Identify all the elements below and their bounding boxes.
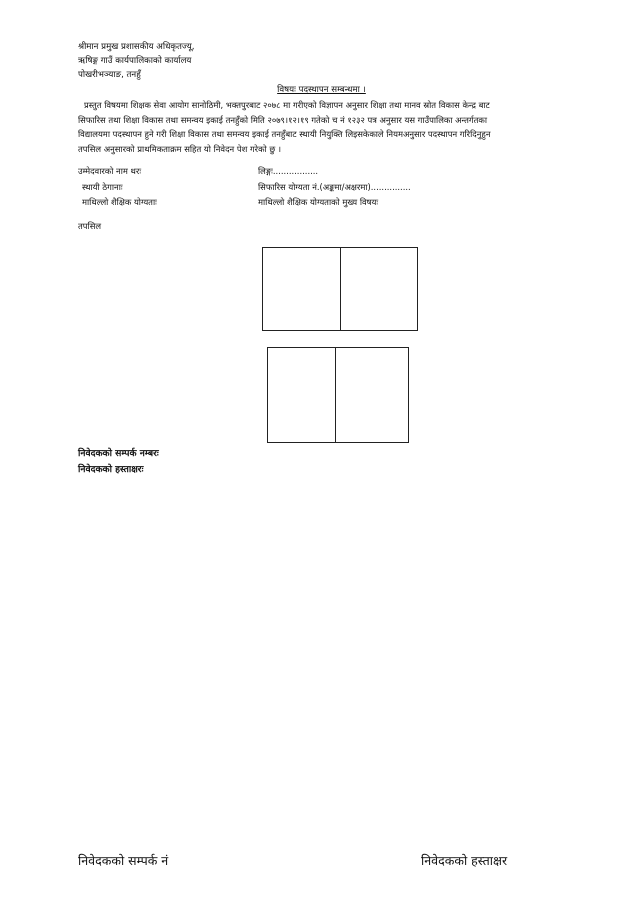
body-line-3: विद्यालयमा पदस्थापन हुने गरी शिक्षा विकास तथा समन्वय इकाई तनहुँबाट स्थायी नियुक्ति लिइसकेकाले नियमअनुसार पदस्थापन गरिदिनुहुन — [78, 129, 491, 139]
location-line: पोखरीभञ्याङ, तनहुँ — [78, 70, 141, 80]
footer-contact-label: निवेदकको सम्पर्क नं — [78, 853, 169, 868]
qualification-subject-field: माथिल्लो शैक्षिक योग्यताको मुख्य विषयः — [258, 197, 379, 207]
footer-signature-label: निवेदकको हस्ताक्षर — [421, 853, 508, 868]
office-line: ऋषिङ्ग गाउँ कार्यपालिकाको कार्यालय — [78, 56, 192, 66]
body-paragraph — [78, 98, 568, 156]
subject-line: विषयः पदस्थापन सम्बन्धमा । — [277, 85, 366, 95]
recommendation-number-field: सिफारिस योग्यता नं.(अङ्कमा/अक्षरमा)............... — [258, 182, 411, 192]
body-line-1: प्रस्तुत विषयमा शिक्षक सेवा आयोग सानोठिमी, भक्तपुरबाट २०७८ मा गरीएको विज्ञापन अनुसार शिक्षा तथा मानव स्रोत विकास केन्द्र बाट — [84, 100, 490, 110]
applicant-signature-label: निवेदकको हस्ताक्षरः — [78, 464, 144, 475]
top-qualification-field: माथिल्लो शैक्षिक योग्यताः — [82, 197, 157, 207]
preference-table-1 — [262, 247, 418, 331]
tapasil-label: तपसिल — [78, 221, 102, 231]
table-2-divider — [335, 348, 336, 442]
preference-table-2 — [267, 347, 409, 443]
candidate-name-field: उम्मेदवारको नाम थरः — [78, 166, 142, 176]
gender-field: लिङ्गः................. — [258, 166, 319, 176]
addressee-line: श्रीमान प्रमुख प्रशासकीय अधिकृतज्यू, — [78, 42, 195, 52]
permanent-address-field: स्थायी ठेगानाः — [82, 182, 123, 192]
body-line-2: सिफारिस तथा शिक्षा विकास तथा समन्वय इकाई तनहुँको मिति २०७९।१२।१९ गतेको च नं १२३२ पत्र अनुसार यस गाउँपालिका अन्तर्गतका — [78, 114, 488, 125]
body-line-4: तपसिल अनुसारको प्राथमिकताक्रम सहित यो निवेदन पेश गरेको छु । — [78, 143, 282, 154]
table-1-divider — [340, 248, 341, 330]
applicant-contact-label: निवेदकको सम्पर्क नम्बरः — [78, 448, 159, 459]
